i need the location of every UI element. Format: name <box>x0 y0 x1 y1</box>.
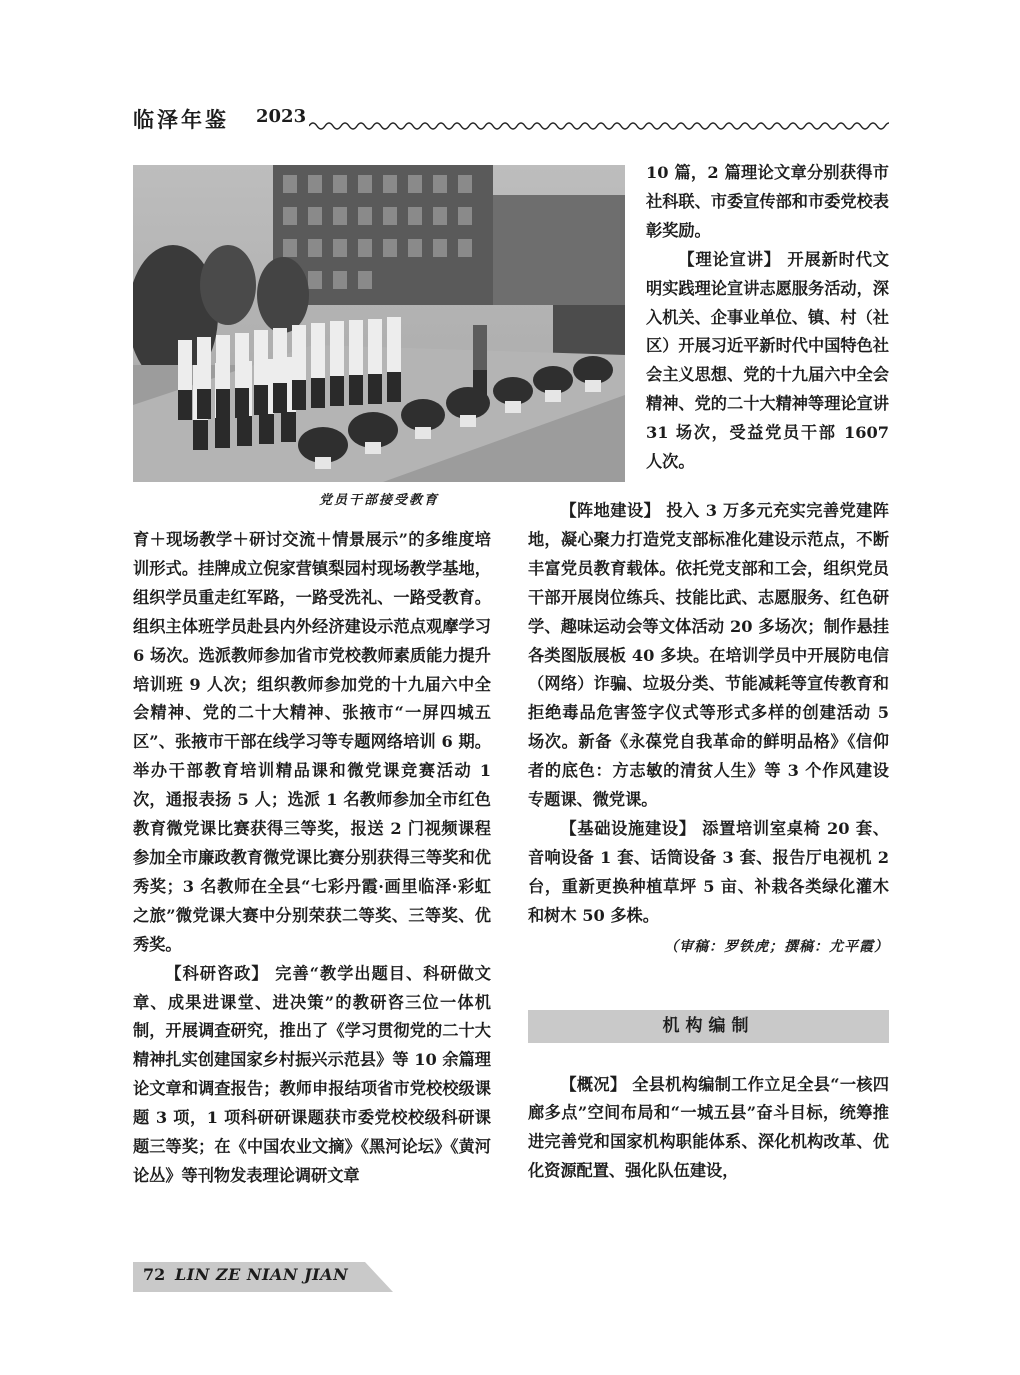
right-column-top <box>646 159 889 477</box>
heading-infrastructure: 【基础设施建设】 <box>560 818 696 838</box>
heading-overview: 【概况】 <box>560 1074 627 1094</box>
paragraph-infrastructure <box>528 815 889 931</box>
text-research: 完善“教学出题目、科研做文章、成果进课堂、进决策”的教研咨三位一体机制，开展调查研究，推出了《学习贯彻党的二十大精神扎实创建国家乡村振兴示范县》等 10 余篇理论文章和调查报告；教师申报结项省市党校校级课题 3 项，1 项科研研课题获市委党校校级科研课题三等奖；在《中国农业文摘》《黑河论坛》《黄河论丛》等刊物发表理论调研文章 <box>133 963 491 1185</box>
text-theory-lecture: 开展新时代文明实践理论宣讲志愿服务活动，深入机关、企事业单位、镇、村（社区）开展习近平新时代中国特色社会主义思想、党的十九届六中全会精神、党的二十大精神等理论宣讲 31 场次，受益党员干部 1607 人次。 <box>646 249 889 472</box>
page-number: 72 <box>143 1265 166 1284</box>
heading-position-building: 【阵地建设】 <box>560 501 661 520</box>
paragraph-awards: 10 篇，2 篇理论文章分别获得市社科联、市委宣传部和市委党校表彰奖励。 <box>646 163 889 240</box>
left-column <box>133 526 491 1191</box>
heading-research: 【科研咨政】 <box>165 963 269 983</box>
text-position-building: 投入 3 万多元充实完善党建阵地，凝心聚力打造党支部标准化建设示范点，不断丰富党员教育载体。依托党支部和工会，组织党员干部开展岗位练兵、技能比武、志愿服务、红色研学、趣味运动会等文体活动 20 多场次；制作悬挂各类图版展板 40 多块。在培训学员中开展防电信（网络）诈骗、垃圾分类、节能减耗等宣传教育和拒绝毒品危害签字仪式等形式多样的创建活动 5 场次。新备《永葆党自我革命的鲜明品格》《信仰者的底色：方志敏的清贫人生》等 3 个作风建设专题课、微党课。 <box>528 501 889 810</box>
header-wave-rule <box>309 120 889 132</box>
photo-caption: 党员干部接受教育 <box>318 493 439 508</box>
section-title: 机构编制 <box>662 1015 755 1036</box>
yearbook-brand: 临泽年鉴 <box>133 107 229 132</box>
section-title-box <box>528 1010 889 1043</box>
paragraph-overview <box>528 1071 889 1187</box>
footer-title: LIN ZE NIAN JIAN <box>175 1265 349 1284</box>
page-footer <box>133 1262 393 1292</box>
running-header <box>133 104 888 134</box>
paragraph-training-forms: 育＋现场教学＋研讨交流＋情景展示”的多维度培训形式。挂牌成立倪家营镇梨园村现场教学基地，组织学员重走红军路，一路受洗礼、一路受教育。组织主体班学员赴县内外经济建设示范点观摩学习 6 场次。选派教师参加省市党校教师素质能力提升培训班 9 人次；组织教师参加党的十九届六中全会精神、党的二十大精神、张掖市“一屏四城五区”、张掖市干部在线学习等专题网络培训 6 期。举办干部教育培训精品课和微党课竞赛活动 1 次，通报表扬 5 人；选派 1 名教师参加全市红色教育微党课比赛获得三等奖，报送 2 门视频课程参加全市廉政教育微党课比赛分别获得三等奖和优秀奖；3 名教师在全县“七彩丹霞·画里临泽·彩虹之旅”微党课大赛中分别荣获二等奖、三等奖、优秀奖。 <box>133 530 491 954</box>
text-infrastructure: 添置培训室桌椅 20 套、音响设备 1 套、话筒设备 3 套、报告厅电视机 2 台，重新更换种植草坪 5 亩、补栽各类绿化灌木和树木 50 多株。 <box>528 818 889 925</box>
paragraph-theory-lecture <box>646 246 889 477</box>
paragraph-research <box>133 960 491 1191</box>
right-column-bottom <box>528 497 889 1186</box>
photo-party-education <box>133 165 625 482</box>
editor-credit: （审稿：罗铁虎；撰稿：尤平霞） <box>664 938 889 955</box>
heading-theory-lecture: 【理论宣讲】 <box>678 249 781 269</box>
yearbook-year: 2023 <box>256 106 307 127</box>
paragraph-position-building <box>528 497 889 815</box>
text-overview: 全县机构编制工作立足全县“一核四廊多点”空间布局和“一城五县”奋斗目标，统筹推进完善党和国家机构职能体系、深化机构改革、优化资源配置、强化队伍建设， <box>528 1074 889 1181</box>
